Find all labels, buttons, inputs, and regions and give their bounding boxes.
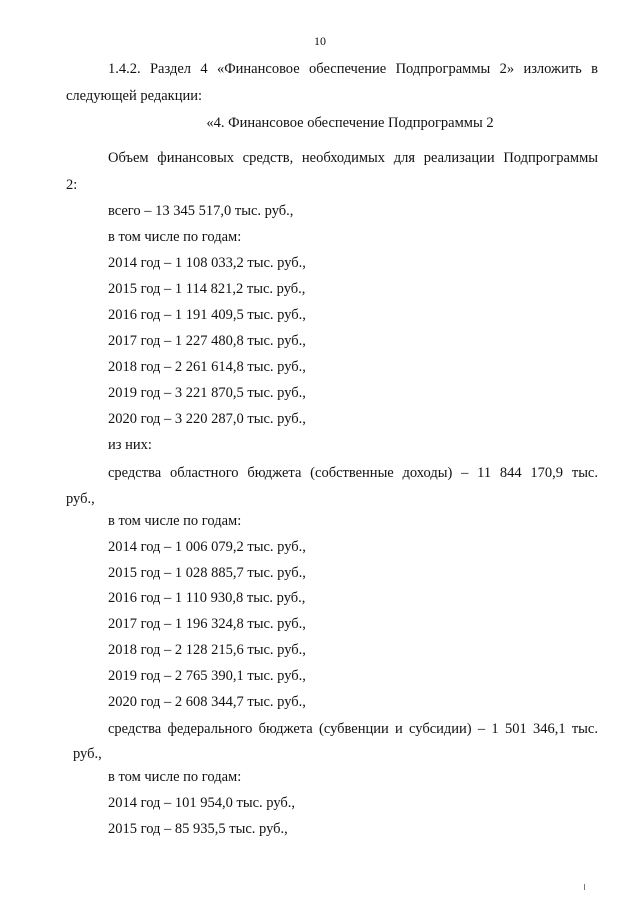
total-year-2018: 2018 год – 2 261 614,8 тыс. руб.,: [108, 359, 306, 375]
federal-by-years-label: в том числе по годам:: [108, 769, 242, 785]
total-amount: всего – 13 345 517,0 тыс. руб.,: [108, 203, 294, 219]
intro-paragraph-line-2: следующей редакции:: [66, 88, 203, 104]
total-by-years-label: в том числе по годам:: [108, 229, 242, 245]
volume-paragraph-line-1: Объем финансовых средств, необходимых для реализации Подпрограммы: [108, 150, 598, 166]
regional-year-2014: 2014 год – 1 006 079,2 тыс. руб.,: [108, 539, 306, 555]
federal-paragraph-line-2: руб.,: [73, 746, 102, 762]
page-number: 10: [314, 34, 326, 48]
regional-paragraph-line-1: средства областного бюджета (собственные доходы) – 11 844 170,9 тыс.: [108, 465, 598, 481]
total-year-2020: 2020 год – 3 220 287,0 тыс. руб.,: [108, 411, 306, 427]
total-year-2017: 2017 год – 1 227 480,8 тыс. руб.,: [108, 333, 306, 349]
regional-year-2015: 2015 год – 1 028 885,7 тыс. руб.,: [108, 565, 306, 581]
intro-paragraph-line-1: 1.4.2. Раздел 4 «Финансовое обеспечение Подпрограммы 2» изложить в: [108, 61, 598, 77]
federal-year-2015: 2015 год – 85 935,5 тыс. руб.,: [108, 821, 288, 837]
section-title: «4. Финансовое обеспечение Подпрограммы 2: [206, 115, 494, 131]
regional-by-years-label: в том числе по годам:: [108, 513, 242, 529]
total-year-2015: 2015 год – 1 114 821,2 тыс. руб.,: [108, 281, 306, 297]
volume-paragraph-line-2: 2:: [66, 177, 78, 193]
regional-year-2019: 2019 год – 2 765 390,1 тыс. руб.,: [108, 668, 306, 684]
regional-year-2018: 2018 год – 2 128 215,6 тыс. руб.,: [108, 642, 306, 658]
total-year-2019: 2019 год – 3 221 870,5 тыс. руб.,: [108, 385, 306, 401]
of-them-label: из них:: [108, 437, 152, 453]
regional-paragraph-line-2: руб.,: [66, 491, 95, 507]
regional-year-2016: 2016 год – 1 110 930,8 тыс. руб.,: [108, 590, 306, 606]
scan-mark: [584, 884, 585, 890]
federal-paragraph-line-1: средства федерального бюджета (субвенции и субсидии) – 1 501 346,1 тыс.: [108, 721, 598, 737]
regional-year-2020: 2020 год – 2 608 344,7 тыс. руб.,: [108, 694, 306, 710]
regional-year-2017: 2017 год – 1 196 324,8 тыс. руб.,: [108, 616, 306, 632]
total-year-2014: 2014 год – 1 108 033,2 тыс. руб.,: [108, 255, 306, 271]
total-year-2016: 2016 год – 1 191 409,5 тыс. руб.,: [108, 307, 306, 323]
federal-year-2014: 2014 год – 101 954,0 тыс. руб.,: [108, 795, 296, 811]
